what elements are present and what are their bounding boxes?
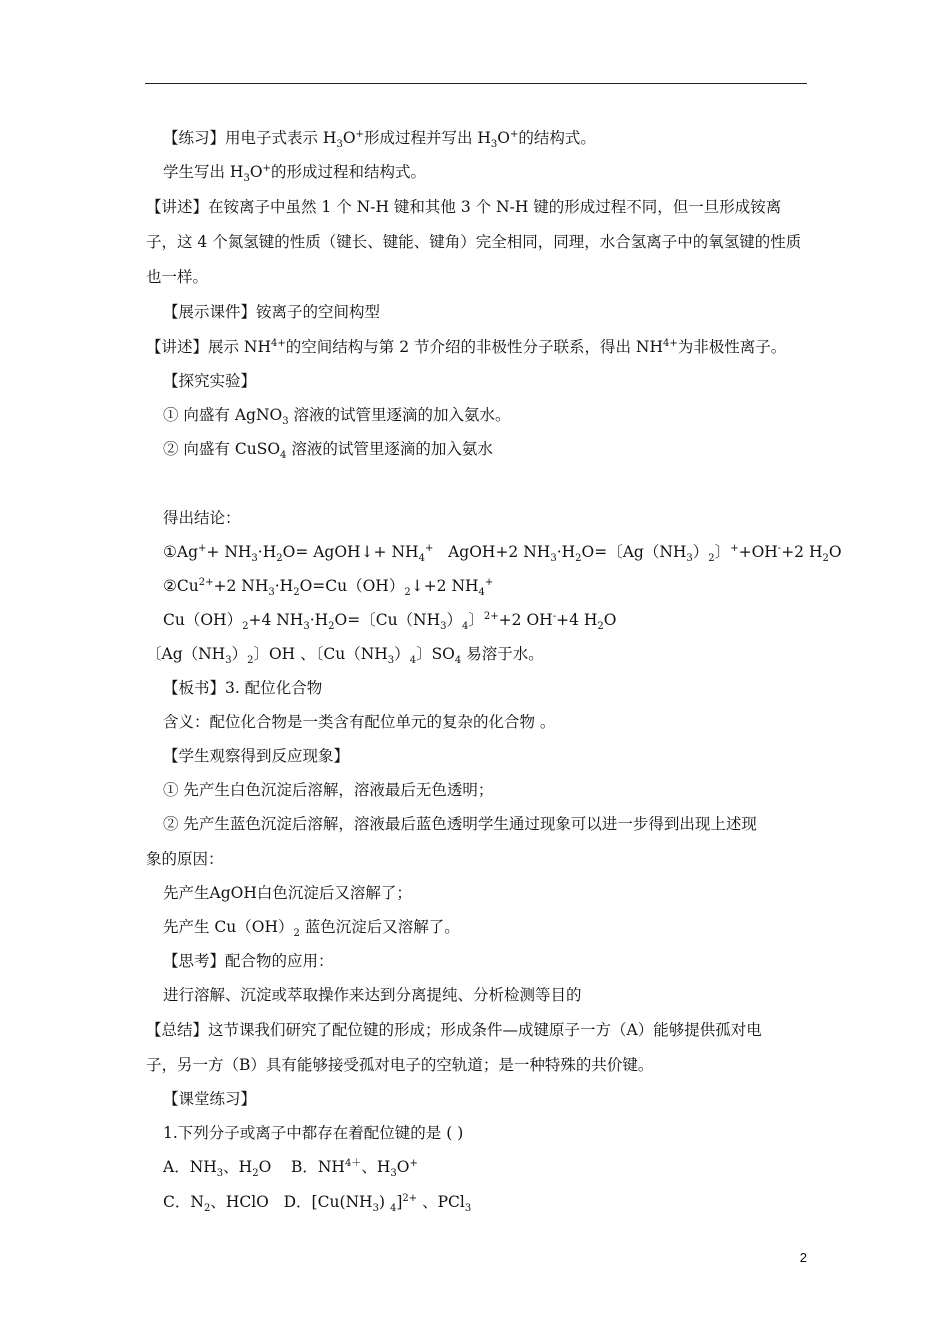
equation-line: $②Cu^{2+}+2$ $NH_3\cdot H_2O=Cu(OH)_2↓+2$ $NH_4^+$ bbox=[163, 576, 494, 599]
equation-line: 〔$Ag(NH_3)_2$〕OH 、〔$Cu(NH_3)_4$〕$SO_4$ 易溶于水。 bbox=[146, 645, 544, 667]
text-line: 【探究实验】 bbox=[163, 372, 257, 390]
text-line: 子，另一方（B）具有能够接受孤对电子的空轨道；是一种特殊的共价键。 bbox=[146, 1056, 654, 1074]
page-number: 2 bbox=[799, 1250, 807, 1265]
text-line: 含义：配位化合物是一类含有配位单元的复杂的化合物 。 bbox=[163, 713, 556, 731]
text-line: 【讲述】展示 $NH^{4+}$的空间结构与第 2 节介绍的非极性分子联系，得出 $NH^{4+}$为非极性离子。 bbox=[146, 337, 787, 356]
text-line: 【练习】用电子式表示 $H_3O^+$形成过程并写出 $H_3O^+$的结构式。 bbox=[163, 128, 596, 151]
equation-line: ①Ag++ $NH_3\cdot H_2O=$ AgOH↓+ $NH_4^+$ AgOH+2 $NH_3\cdot H_2O=$〔$Ag(NH_3)_2$〕++OH-+2 $H_2O$ bbox=[163, 542, 842, 565]
text-line: 先产生 $Cu(OH)_2$ 蓝色沉淀后又溶解了。 bbox=[163, 918, 460, 940]
text-line: 【思考】配合物的应用： bbox=[163, 952, 334, 970]
text-line: 【课堂练习】 bbox=[163, 1090, 257, 1108]
question-line: 1.下列分子或离子中都存在着配位键的是 ( ) bbox=[163, 1124, 464, 1142]
option-line: A．$NH_3$、$H_2O$ B．$NH^{4+}$、$H_3O^+$ bbox=[163, 1157, 418, 1180]
text-line: 学生写出 $H_3O^+$的形成过程和结构式。 bbox=[163, 162, 426, 185]
text-line: 也一样。 bbox=[146, 268, 209, 286]
text-line: ② 向盛有 CuSO$_4$ 溶液的试管里逐滴的加入氨水 bbox=[163, 440, 493, 462]
text-line: 得出结论： bbox=[163, 509, 241, 527]
equation-line: $Cu(OH)_2+4$ $NH_3\cdot H_2O=$〔$Cu(NH_3)_4$〕$^{2+}$+2 OH-+4 $H_2O$ bbox=[163, 610, 617, 633]
text-line: 先产生AgOH白色沉淀后又溶解了； bbox=[163, 884, 412, 902]
text-line: 【讲述】在铵离子中虽然 1 个 N-H 键和其他 3 个 N-H 键的形成过程不同，但一旦形成铵离 bbox=[146, 198, 782, 216]
text-line: 进行溶解、沉淀或萃取操作来达到分离提纯、分析检测等目的 bbox=[163, 986, 582, 1004]
text-line: ① 向盛有 AgNO$_3$ 溶液的试管里逐滴的加入氨水。 bbox=[163, 406, 511, 428]
text-line: 【板书】3. 配位化合物 bbox=[163, 679, 323, 697]
text-line: 【展示课件】铵离子的空间构型 bbox=[163, 303, 381, 321]
header-rule bbox=[145, 83, 807, 84]
text-line: 【学生观察得到反应现象】 bbox=[163, 747, 350, 765]
option-line: C．$N_2$、HClO D．[$Cu(NH_3)$ $_4$]$^{2+}$ 、PCl$_3$ bbox=[163, 1192, 472, 1215]
text-line: 子，这 4 个氮氢键的性质（键长、键能、键角）完全相同，同理，水合氢离子中的氧氢键的性质 bbox=[146, 233, 802, 251]
text-line: ② 先产生蓝色沉淀后溶解，溶液最后蓝色透明学生通过现象可以进一步得到出现上述现 bbox=[163, 815, 757, 833]
text-line: 【总结】这节课我们研究了配位键的形成；形成条件—成键原子一方（A）能够提供孤对电 bbox=[146, 1021, 762, 1039]
text-line: 象的原因： bbox=[146, 850, 224, 868]
text-line: ① 先产生白色沉淀后溶解，溶液最后无色透明； bbox=[163, 781, 494, 799]
